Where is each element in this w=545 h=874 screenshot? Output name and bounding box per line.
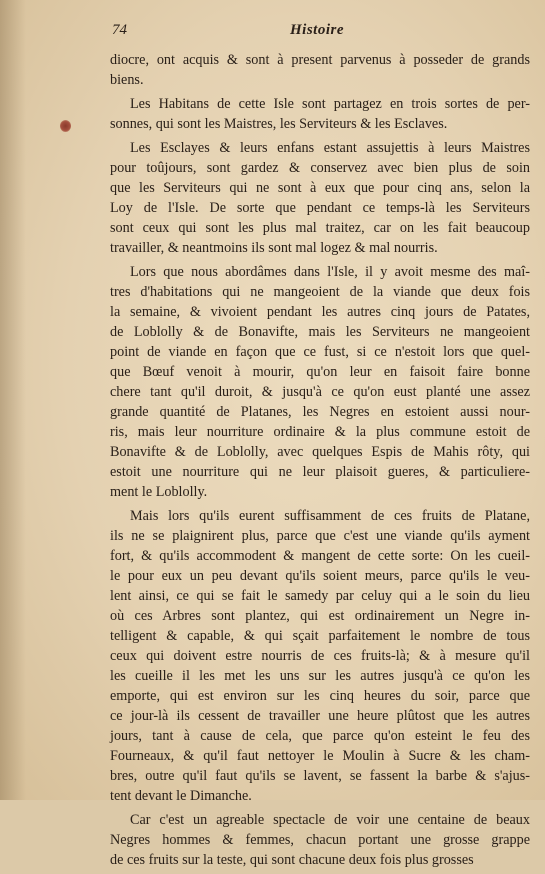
running-title: Histoire xyxy=(290,22,345,38)
text-line: de Loblolly & de Bonavifte, mais les Serviteurs ne mangeoient xyxy=(110,324,530,340)
text-line: ceux qui doivent estre nourris de ces fruits-là; & à mesure qu'il xyxy=(110,648,530,664)
text-line: pour toûjours, sont gardez & conservez avec bien plus de soin xyxy=(110,160,530,176)
text-line: fort, & qu'ils accommodent & mangent de cette sorte: On les cueil- xyxy=(110,548,530,564)
text-line: diocre, ont acquis & sont à present parvenus à posseder de grands xyxy=(110,52,530,68)
text-line: travailler, & neantmoins ils sont mal logez & mal nourris. xyxy=(110,240,438,256)
text-line: ce jour-là ils cessent de travailler une heure plûtost que les autres xyxy=(110,708,530,724)
text-line: les cueille il les met les uns sur les autres jusqu'à ce qu'on les xyxy=(110,668,530,684)
text-block xyxy=(110,20,530,874)
text-line: lent ainsi, ce qui se fait le samedy par celuy qui a le soin du lieu xyxy=(110,588,530,604)
text-line: tres d'habitations qui ne mangeoient de la viande que deux fois xyxy=(110,284,530,300)
text-line: biens. xyxy=(110,72,144,88)
paragraph xyxy=(110,50,530,90)
text-line: Les Habitans de cette Isle sont partagez en trois sortes de per- xyxy=(130,96,530,112)
text-line: estoit une nourriture qui ne leur plaisoit gueres, & particuliere- xyxy=(110,464,530,480)
text-line: de ces fruits sur la teste, qui sont chacune deux fois plus grosses xyxy=(110,852,474,868)
paragraph xyxy=(110,94,530,134)
text-line: sont ceux qui sont les plus mal traitez, car on les fait beaucoup xyxy=(110,220,530,236)
text-line: point de viande en façon que ce fust, si ce n'estoit lors que quel- xyxy=(110,344,530,360)
page-number: 74 xyxy=(112,22,127,38)
gutter-shadow xyxy=(0,0,26,800)
text-line: telligent & capable, & qui sçait parfaitement le nombre de tous xyxy=(110,628,530,644)
text-line: ris, mais leur nourriture ordinaire & la plus commune estoit de xyxy=(110,424,530,440)
text-line: Mais lors qu'ils eurent suffisamment de ces fruits de Platane, xyxy=(130,508,530,524)
text-line: bres, outre qu'il faut qu'ils se lavent, se fassent la barbe & s'ajus- xyxy=(110,768,530,784)
paragraph xyxy=(110,810,530,870)
text-line: Lors que nous abordâmes dans l'Isle, il y avoit mesme des maî- xyxy=(130,264,530,280)
text-line: grande quantité de Platanes, les Negres en estoient aussi nour- xyxy=(110,404,530,420)
text-line: Car c'est un agreable spectacle de voir une centaine de beaux xyxy=(130,812,530,828)
text-line: Negres hommes & femmes, chacun portant une grosse grappe xyxy=(110,832,530,848)
page-header xyxy=(110,20,530,44)
text-line: Loy de l'Isle. De sorte que pendant ce temps-là les Serviteurs xyxy=(110,200,530,216)
text-line: Bonavifte & de Loblolly, avec quelques Espis de Mahis rôty, qui xyxy=(110,444,530,460)
ink-stain xyxy=(60,120,71,132)
text-line: que Bœuf venoit à mourir, qu'on leur en faisoit faire bonne xyxy=(110,364,530,380)
text-line: sonnes, qui sont les Maistres, les Serviteurs & les Esclaves. xyxy=(110,116,448,132)
text-line: Les Esclayes & leurs enfans estant assujettis à leurs Maistres xyxy=(130,140,530,156)
text-line: jours, tant à cause de cela, que parce qu'on esteint le feu des xyxy=(110,728,530,744)
text-line: Fourneaux, & qu'il faut nettoyer le Moulin à Sucre & les cham- xyxy=(110,748,530,764)
text-line: emporte, qui est environ sur les cinq heures du soir, parce que xyxy=(110,688,530,704)
text-line: chere tant qu'il duroit, & jusqu'à ce qu'on eust planté une assez xyxy=(110,384,530,400)
paragraph xyxy=(110,138,530,258)
paragraph xyxy=(110,262,530,502)
text-line: ment le Loblolly. xyxy=(110,484,208,500)
text-line: tent devant le Dimanche. xyxy=(110,788,252,804)
paragraph xyxy=(110,506,530,806)
text-line: où ces Arbres sont plantez, qui est ordinairement un Negre in- xyxy=(110,608,530,624)
text-line: la semaine, & vivoient pendant les autres cinq jours de Patates, xyxy=(110,304,530,320)
text-line: ils ne se plaignirent plus, parce que c'est une viande qu'ils ayment xyxy=(110,528,530,544)
body-text xyxy=(110,50,530,870)
text-line: le pour eux un peu devant qu'ils soient meurs, parce qu'ils le veu- xyxy=(110,568,530,584)
text-line: que les Serviteurs qui ne sont à eux que pour cinq ans, selon la xyxy=(110,180,530,196)
